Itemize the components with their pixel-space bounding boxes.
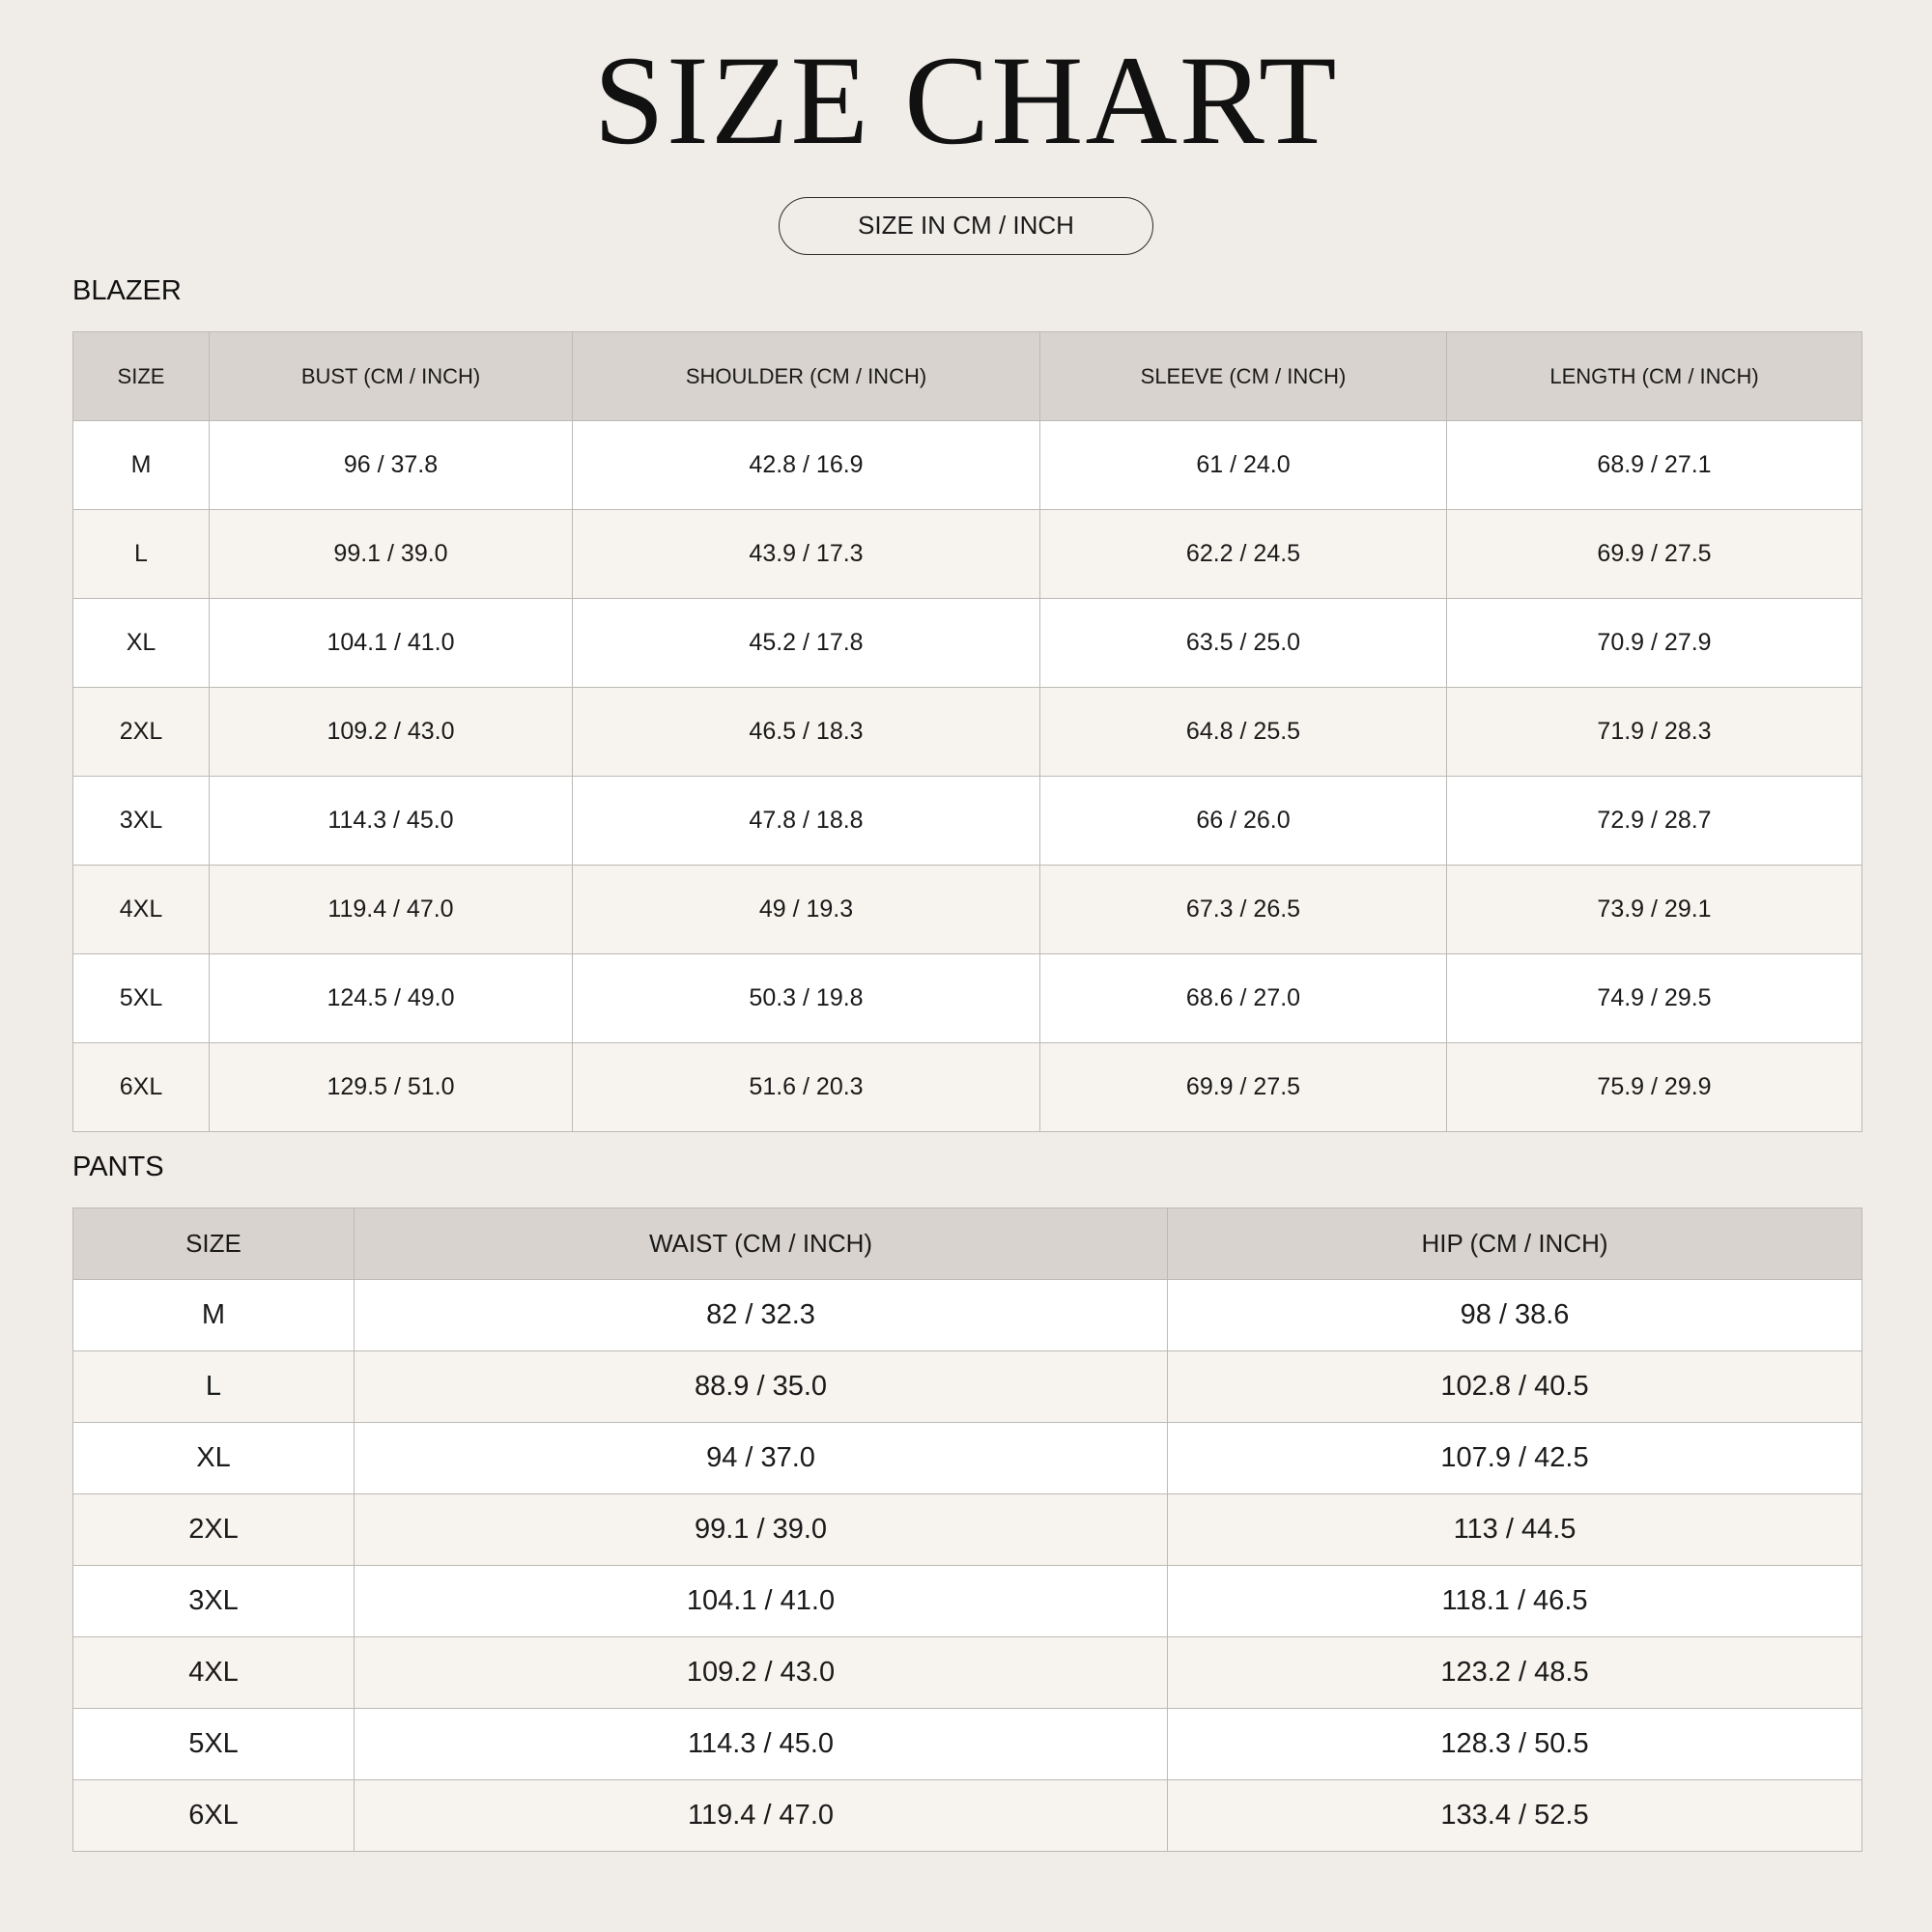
waist-cell: 94 / 37.0 — [355, 1423, 1168, 1494]
bust-cell: 99.1 / 39.0 — [210, 510, 573, 599]
shoulder-cell: 49 / 19.3 — [573, 866, 1040, 954]
sleeve-cell: 63.5 / 25.0 — [1040, 599, 1447, 688]
waist-cell: 109.2 / 43.0 — [355, 1637, 1168, 1709]
hip-cell: 98 / 38.6 — [1168, 1280, 1862, 1351]
table-row — [73, 1637, 1862, 1709]
waist-cell: 82 / 32.3 — [355, 1280, 1168, 1351]
bust-cell: 114.3 / 45.0 — [210, 777, 573, 866]
bust-cell: 96 / 37.8 — [210, 421, 573, 510]
table-row — [73, 1709, 1862, 1780]
table-row — [73, 1423, 1862, 1494]
shoulder-cell: 51.6 / 20.3 — [573, 1043, 1040, 1132]
table-row — [73, 866, 1862, 954]
sleeve-cell: 68.6 / 27.0 — [1040, 954, 1447, 1043]
size-cell: 4XL — [73, 1637, 355, 1709]
size-cell: XL — [73, 1423, 355, 1494]
column-header-size: SIZE — [73, 332, 210, 421]
waist-cell: 119.4 / 47.0 — [355, 1780, 1168, 1852]
length-cell: 75.9 / 29.9 — [1447, 1043, 1862, 1132]
bust-cell: 119.4 / 47.0 — [210, 866, 573, 954]
bust-cell: 109.2 / 43.0 — [210, 688, 573, 777]
size-cell: 4XL — [73, 866, 210, 954]
size-cell: 5XL — [73, 954, 210, 1043]
waist-cell: 104.1 / 41.0 — [355, 1566, 1168, 1637]
size-cell: 5XL — [73, 1709, 355, 1780]
table-header-row — [73, 1208, 1862, 1280]
table-row — [73, 1043, 1862, 1132]
waist-cell: 114.3 / 45.0 — [355, 1709, 1168, 1780]
table-row — [73, 1280, 1862, 1351]
length-cell: 68.9 / 27.1 — [1447, 421, 1862, 510]
hip-cell: 123.2 / 48.5 — [1168, 1637, 1862, 1709]
waist-cell: 99.1 / 39.0 — [355, 1494, 1168, 1566]
table-row — [73, 1566, 1862, 1637]
shoulder-cell: 45.2 / 17.8 — [573, 599, 1040, 688]
blazer-section-title: BLAZER — [72, 275, 182, 306]
size-cell: M — [73, 1280, 355, 1351]
length-cell: 73.9 / 29.1 — [1447, 866, 1862, 954]
length-cell: 69.9 / 27.5 — [1447, 510, 1862, 599]
table-row — [73, 954, 1862, 1043]
column-header-bust: BUST (CM / INCH) — [210, 332, 573, 421]
shoulder-cell: 47.8 / 18.8 — [573, 777, 1040, 866]
hip-cell: 128.3 / 50.5 — [1168, 1709, 1862, 1780]
hip-cell: 133.4 / 52.5 — [1168, 1780, 1862, 1852]
table-row — [73, 421, 1862, 510]
table-row — [73, 688, 1862, 777]
shoulder-cell: 42.8 / 16.9 — [573, 421, 1040, 510]
size-cell: L — [73, 1351, 355, 1423]
column-header-size: SIZE — [73, 1208, 355, 1280]
shoulder-cell: 50.3 / 19.8 — [573, 954, 1040, 1043]
table-row — [73, 1351, 1862, 1423]
size-cell: L — [73, 510, 210, 599]
waist-cell: 88.9 / 35.0 — [355, 1351, 1168, 1423]
column-header-length: LENGTH (CM / INCH) — [1447, 332, 1862, 421]
hip-cell: 102.8 / 40.5 — [1168, 1351, 1862, 1423]
hip-cell: 118.1 / 46.5 — [1168, 1566, 1862, 1637]
table-row — [73, 510, 1862, 599]
bust-cell: 129.5 / 51.0 — [210, 1043, 573, 1132]
sleeve-cell: 62.2 / 24.5 — [1040, 510, 1447, 599]
size-cell: 3XL — [73, 777, 210, 866]
length-cell: 74.9 / 29.5 — [1447, 954, 1862, 1043]
hip-cell: 107.9 / 42.5 — [1168, 1423, 1862, 1494]
size-cell: 2XL — [73, 688, 210, 777]
sleeve-cell: 69.9 / 27.5 — [1040, 1043, 1447, 1132]
hip-cell: 113 / 44.5 — [1168, 1494, 1862, 1566]
sleeve-cell: 61 / 24.0 — [1040, 421, 1447, 510]
length-cell: 70.9 / 27.9 — [1447, 599, 1862, 688]
bust-cell: 104.1 / 41.0 — [210, 599, 573, 688]
page-title: SIZE CHART — [593, 29, 1339, 171]
sleeve-cell: 66 / 26.0 — [1040, 777, 1447, 866]
table-row — [73, 1494, 1862, 1566]
size-cell: 6XL — [73, 1043, 210, 1132]
sleeve-cell: 64.8 / 25.5 — [1040, 688, 1447, 777]
column-header-waist: WAIST (CM / INCH) — [355, 1208, 1168, 1280]
size-cell: XL — [73, 599, 210, 688]
size-cell: 2XL — [73, 1494, 355, 1566]
sleeve-cell: 67.3 / 26.5 — [1040, 866, 1447, 954]
pants-section-title: PANTS — [72, 1151, 164, 1182]
table-header-row — [73, 332, 1862, 421]
bust-cell: 124.5 / 49.0 — [210, 954, 573, 1043]
column-header-sleeve: SLEEVE (CM / INCH) — [1040, 332, 1447, 421]
blazer-size-table — [72, 331, 1862, 1132]
size-cell: M — [73, 421, 210, 510]
length-cell: 72.9 / 28.7 — [1447, 777, 1862, 866]
table-row — [73, 1780, 1862, 1852]
table-row — [73, 599, 1862, 688]
size-cell: 6XL — [73, 1780, 355, 1852]
shoulder-cell: 43.9 / 17.3 — [573, 510, 1040, 599]
table-row — [73, 777, 1862, 866]
column-header-hip: HIP (CM / INCH) — [1168, 1208, 1862, 1280]
pants-size-table — [72, 1208, 1862, 1852]
length-cell: 71.9 / 28.3 — [1447, 688, 1862, 777]
shoulder-cell: 46.5 / 18.3 — [573, 688, 1040, 777]
size-cell: 3XL — [73, 1566, 355, 1637]
column-header-shoulder: SHOULDER (CM / INCH) — [573, 332, 1040, 421]
unit-label-badge: SIZE IN CM / INCH — [779, 197, 1153, 255]
